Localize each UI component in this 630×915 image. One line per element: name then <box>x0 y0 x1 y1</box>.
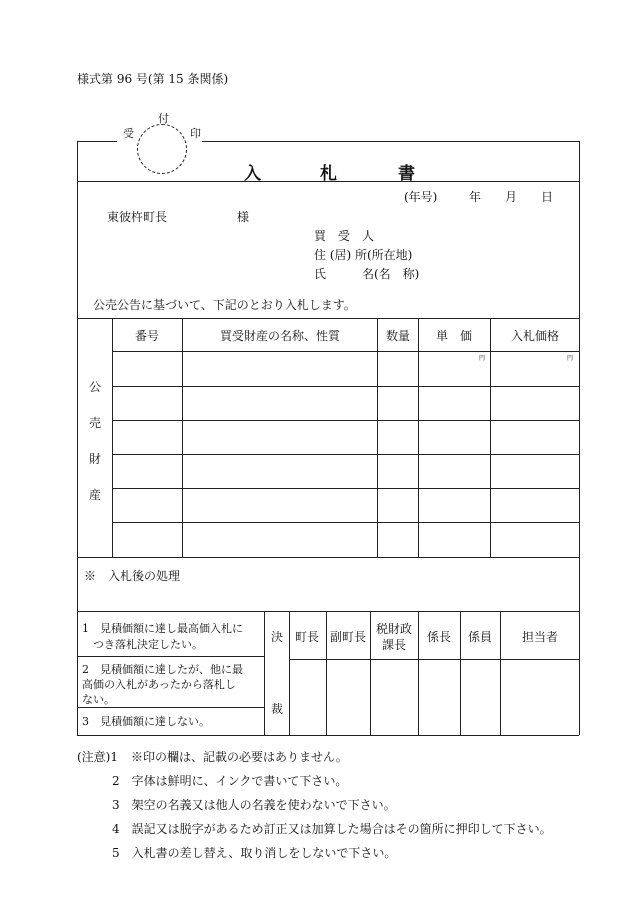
buyer-name-label: 氏 名(名 称) <box>314 267 420 281</box>
notes-head: (注意)1 <box>77 750 118 764</box>
decision-vline-1 <box>264 611 265 735</box>
option-divider-1 <box>77 656 264 657</box>
decision-col-in-charge: 担当者 <box>521 630 559 644</box>
table-hline-2 <box>112 386 579 387</box>
option-2-line-2: 高価の入札があったから落札し <box>82 678 236 691</box>
side-label-2: 売 <box>89 416 102 430</box>
table-hline-3 <box>112 420 579 421</box>
decision-vline-5 <box>418 611 419 735</box>
decision-col-tax-finance: 税財政 <box>375 622 413 636</box>
stamp-label-right: 印 <box>190 127 201 140</box>
title-char-1: 入 <box>244 164 261 184</box>
top-border-right <box>202 141 579 142</box>
form-bottom-border <box>77 735 579 736</box>
form-number: 様式第 96 号(第 15 条関係) <box>77 72 229 86</box>
unit-price-yen: 円 <box>479 355 486 362</box>
table-hline-1 <box>112 351 579 352</box>
option-2-line-1: 2 見積価額に達したが、他に最 <box>82 663 243 676</box>
note-2: 2 字体は鮮明に、インクで書いて下さい。 <box>112 774 348 788</box>
decision-vline-3 <box>326 611 327 735</box>
decision-col-deputy-mayor: 副町長 <box>329 630 367 644</box>
note-4: 4 誤記又は脱字があるため訂正又は加算した場合はその箇所に押印して下さい。 <box>112 822 552 836</box>
buyer-address-label: 住 (居) 所(所在地) <box>314 248 413 262</box>
after-process-divider <box>77 611 579 612</box>
col-header-quantity: 数量 <box>385 329 411 343</box>
decision-col-mayor: 町長 <box>294 630 320 644</box>
table-hline-6 <box>112 522 579 523</box>
col-header-unit-price: 単 価 <box>435 329 473 343</box>
buyer-label: 買 受 人 <box>314 229 375 243</box>
title-char-3: 書 <box>398 164 415 184</box>
date-month: 月 <box>505 190 518 204</box>
decision-label-bottom: 裁 <box>270 702 284 716</box>
after-process-label: ※ 入札後の処理 <box>84 569 181 583</box>
top-border-left <box>77 141 117 142</box>
decision-vline-2 <box>289 611 290 735</box>
bid-price-yen: 円 <box>567 355 574 362</box>
addressee-honorific: 様 <box>237 210 250 224</box>
decision-col-chief: 係長 <box>426 630 452 644</box>
col-header-bid-price: 入札価格 <box>510 329 560 343</box>
date-day: 日 <box>541 190 554 204</box>
note-5: 5 入札書の差し替え、取り消しをしないで下さい。 <box>112 846 397 860</box>
decision-col-section-chief: 課長 <box>381 638 407 652</box>
option-1-line-2: つき落札決定したい。 <box>82 638 203 651</box>
decision-vline-7 <box>500 611 501 735</box>
side-label-1: 公 <box>89 380 102 394</box>
title-char-2: 札 <box>320 164 337 184</box>
title-divider <box>77 181 579 182</box>
option-1-line-1: 1 見積価額に達し最高価入札に <box>82 622 243 635</box>
col-header-description: 買受財産の名称、性質 <box>219 329 341 343</box>
table-hline-5 <box>112 488 579 489</box>
option-3-line-1: 3 見積価額に達しない。 <box>82 715 210 728</box>
side-label-3: 財 <box>89 452 102 466</box>
decision-vline-6 <box>460 611 461 735</box>
statement-text: 公売公告に基づいて、下記のとおり入札します。 <box>93 298 356 312</box>
date-year: 年 <box>469 190 482 204</box>
col-header-number: 番号 <box>134 329 160 343</box>
table-hline-4 <box>112 454 579 455</box>
table-bottom-line <box>77 557 579 558</box>
note-3: 3 架空の名義又は他人の名義を使わないで下さい。 <box>112 798 396 812</box>
stamp-circle <box>137 124 187 174</box>
option-divider-2 <box>77 707 264 708</box>
outer-left-border <box>77 141 78 735</box>
note-1: ※印の欄は、記載の必要はありません。 <box>131 750 348 764</box>
decision-col-staff: 係員 <box>467 630 493 644</box>
decision-header-divider <box>289 659 579 660</box>
decision-label-top: 決 <box>270 630 284 644</box>
statement-divider <box>77 318 579 319</box>
outer-right-border <box>579 141 580 735</box>
stamp-label-top: 付 <box>158 112 169 125</box>
date-era: (年号) <box>404 190 438 204</box>
stamp-label-left: 受 <box>123 127 134 140</box>
decision-vline-4 <box>370 611 371 735</box>
option-2-line-3: ない。 <box>82 693 115 706</box>
side-label-4: 産 <box>89 488 102 502</box>
addressee-name: 東彼杵町長 <box>107 210 168 224</box>
